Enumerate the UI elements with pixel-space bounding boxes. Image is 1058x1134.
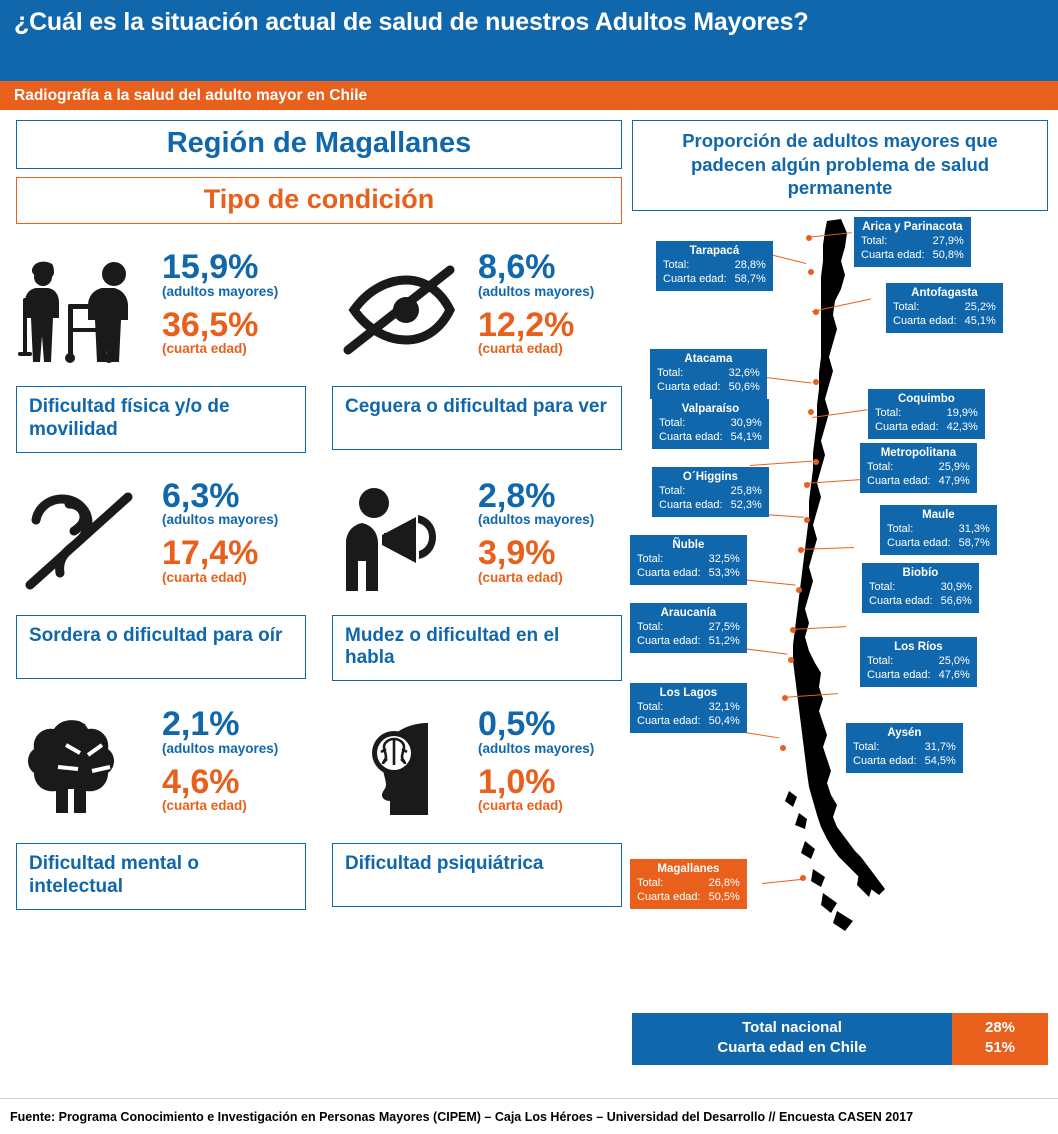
fourth-label: Cuarta edad: [875,421,939,434]
condition-label: Ceguera o dificultad para ver [332,386,622,450]
fourth-label: Cuarta edad: [637,635,701,648]
condition-fourth-note: (cuarta edad) [478,798,563,814]
footer [0,1098,1058,1134]
region-tag-nuble[interactable] [630,535,747,585]
total-value: 27,9% [932,235,964,248]
deaf-ear-icon [16,475,156,597]
fourth-value: 50,5% [708,891,740,904]
region-tag-araucania[interactable] [630,603,747,653]
fourth-label: Cuarta edad: [637,715,701,728]
region-tag-biobio[interactable] [862,563,979,613]
total-value: 28,8% [734,259,766,272]
page-header [0,0,1058,81]
total-label: Total: [663,259,690,272]
total-value: 32,6% [728,367,760,380]
national-values [952,1013,1048,1065]
region-tag-antofagasta[interactable] [886,283,1003,333]
condition-older-note: (adultos mayores) [478,283,595,299]
fourth-value: 53,3% [708,567,740,580]
total-label: Total: [869,581,896,594]
region-tag-magallanes[interactable] [630,859,747,909]
map-dot [780,745,786,751]
condition-older-note: (adultos mayores) [162,283,279,299]
total-value: 32,1% [708,701,740,714]
total-value: 30,9% [730,417,762,430]
page-title: ¿Cuál es la situación actual de salud de nuestros Adultos Mayores? [14,8,809,36]
right-panel [630,120,1050,1110]
total-value: 25,0% [938,655,970,668]
fourth-value: 58,7% [734,273,766,286]
national-fourth-label: Cuarta edad en Chile [717,1039,867,1057]
region-tag-metropolitana[interactable] [860,443,977,493]
total-value: 25,8% [730,485,762,498]
total-label: Total: [887,523,914,536]
fourth-label: Cuarta edad: [637,891,701,904]
fourth-label: Cuarta edad: [861,249,925,262]
condition-older-note: (adultos mayores) [478,512,595,528]
condition-fourth-note: (cuarta edad) [478,341,563,357]
region-name: Araucanía [660,607,717,620]
condition-card-blindness [324,246,630,453]
total-label: Total: [659,417,686,430]
region-tag-coquimbo[interactable] [868,389,985,439]
fourth-label: Cuarta edad: [853,755,917,768]
total-label: Total: [657,367,684,380]
walker-elderly-icon [16,246,156,368]
map-dot [808,269,814,275]
mute-speech-icon [332,475,472,597]
total-value: 25,2% [964,301,996,314]
map-dot [788,657,794,663]
fourth-value: 51,2% [708,635,740,648]
total-label: Total: [637,701,664,714]
region-tag-ohiggins[interactable] [652,467,769,517]
region-tag-arica-y-parinacota[interactable] [854,217,971,267]
brain-icon [16,703,156,825]
condition-label: Sordera o dificultad para oír [16,615,306,679]
map-dot [813,459,819,465]
condition-fourth-value: 36,5% [162,305,259,344]
total-label: Total: [637,621,664,634]
region-tag-los-rios[interactable] [860,637,977,687]
condition-fourth-value: 1,0% [478,762,556,801]
fourth-label: Cuarta edad: [893,315,957,328]
condition-fourth-value: 12,2% [478,305,575,344]
total-value: 31,7% [924,741,956,754]
condition-card-mobility [8,246,314,453]
map-panel-title: Proporción de adultos mayores que padecen algún problema de salud permanente [632,120,1048,211]
fourth-label: Cuarta edad: [867,475,931,488]
total-value: 25,9% [938,461,970,474]
total-value: 31,3% [958,523,990,536]
condition-fourth-note: (cuarta edad) [162,798,247,814]
condition-fourth-value: 4,6% [162,762,240,801]
total-value: 32,5% [708,553,740,566]
fourth-value: 47,6% [938,669,970,682]
map-dot [813,379,819,385]
national-total-bar [632,1013,1048,1065]
fourth-value: 58,7% [958,537,990,550]
total-label: Total: [637,553,664,566]
condition-label: Mudez o dificultad en el habla [332,615,622,682]
fourth-value: 52,3% [730,499,762,512]
blind-eye-icon [332,246,472,368]
source-note: Fuente: Programa Conocimiento e Investigación en Personas Mayores (CIPEM) – Caja Los Héroes – Universidad del Desarrollo // Encuesta CASEN 2017 [10,1109,914,1124]
head-brain-icon [332,703,472,825]
region-name: Antofagasta [911,287,978,300]
condition-label: Dificultad física y/o de movilidad [16,386,306,453]
page-subtitle: Radiografía a la salud del adulto mayor en Chile [14,86,368,104]
region-name: Los Lagos [659,687,718,700]
total-value: 27,5% [708,621,740,634]
condition-older-value: 8,6% [478,248,556,286]
region-name: Magallanes [657,863,720,876]
region-name: Arica y Parinacota [862,221,963,234]
fourth-label: Cuarta edad: [637,567,701,580]
region-tag-valparaiso[interactable] [652,399,769,449]
total-label: Total: [853,741,880,754]
page-subtitle-bar [0,81,1058,110]
condition-fourth-note: (cuarta edad) [162,341,247,357]
region-name: Biobío [902,567,939,580]
total-label: Total: [659,485,686,498]
condition-older-value: 2,8% [478,476,556,515]
map-dot [808,409,814,415]
total-label: Total: [867,655,894,668]
region-name: Atacama [684,353,733,366]
condition-older-value: 2,1% [162,705,240,744]
fourth-label: Cuarta edad: [659,431,723,444]
condition-older-value: 15,9% [162,248,259,286]
total-label: Total: [875,407,902,420]
fourth-value: 45,1% [964,315,996,328]
fourth-value: 54,1% [730,431,762,444]
region-tag-atacama[interactable] [650,349,767,399]
condition-fourth-note: (cuarta edad) [478,569,563,585]
condition-card-deafness [8,475,314,682]
fourth-value: 42,3% [946,421,978,434]
chile-map-area [630,217,1050,1007]
section-title-condition-type: Tipo de condición [16,177,622,224]
region-title: Región de Magallanes [16,120,622,169]
fourth-label: Cuarta edad: [659,499,723,512]
total-value: 26,8% [708,877,740,890]
condition-older-value: 0,5% [478,705,556,744]
region-name: Maule [922,509,955,522]
region-tag-tarapaca[interactable] [656,241,773,291]
fourth-label: Cuarta edad: [657,381,721,394]
national-fourth-value: 51% [984,1039,1016,1057]
region-name: O´Higgins [682,471,738,484]
condition-fourth-value: 3,9% [478,534,556,573]
fourth-value: 56,6% [940,595,972,608]
region-name: Tarapacá [689,245,740,258]
condition-fourth-value: 17,4% [162,534,259,573]
condition-fourth-note: (cuarta edad) [162,569,247,585]
region-name: Valparaíso [681,403,740,416]
fourth-label: Cuarta edad: [867,669,931,682]
fourth-value: 50,6% [728,381,760,394]
condition-older-note: (adultos mayores) [162,512,279,528]
region-name: Aysén [887,727,922,740]
condition-card-mental [8,703,314,910]
condition-label: Dificultad psiquiátrica [332,843,622,907]
region-tag-aysen[interactable] [846,723,963,773]
total-label: Total: [893,301,920,314]
total-label: Total: [861,235,888,248]
condition-older-note: (adultos mayores) [478,740,595,756]
fourth-label: Cuarta edad: [663,273,727,286]
fourth-value: 47,9% [938,475,970,488]
region-name: Ñuble [672,539,705,552]
total-label: Total: [637,877,664,890]
region-name: Coquimbo [897,393,955,406]
condition-card-mute [324,475,630,682]
fourth-value: 54,5% [924,755,956,768]
map-dot [804,517,810,523]
map-dot [796,587,802,593]
region-name: Los Ríos [894,641,943,654]
total-value: 19,9% [946,407,978,420]
total-label: Total: [867,461,894,474]
condition-label: Dificultad mental o intelectual [16,843,306,910]
fourth-label: Cuarta edad: [887,537,951,550]
region-name: Metropolitana [880,447,957,460]
national-labels [632,1013,952,1065]
region-tag-los-lagos[interactable] [630,683,747,733]
condition-older-value: 6,3% [162,476,240,515]
fourth-value: 50,4% [708,715,740,728]
national-total-label: Total nacional [742,1019,842,1037]
left-panel [8,120,630,1110]
conditions-grid [8,246,630,910]
main-content [0,110,1058,1110]
condition-card-psychiatric [324,703,630,910]
total-value: 30,9% [940,581,972,594]
national-total-value: 28% [984,1019,1016,1037]
fourth-value: 50,8% [932,249,964,262]
region-tag-maule[interactable] [880,505,997,555]
fourth-label: Cuarta edad: [869,595,933,608]
condition-older-note: (adultos mayores) [162,740,279,756]
